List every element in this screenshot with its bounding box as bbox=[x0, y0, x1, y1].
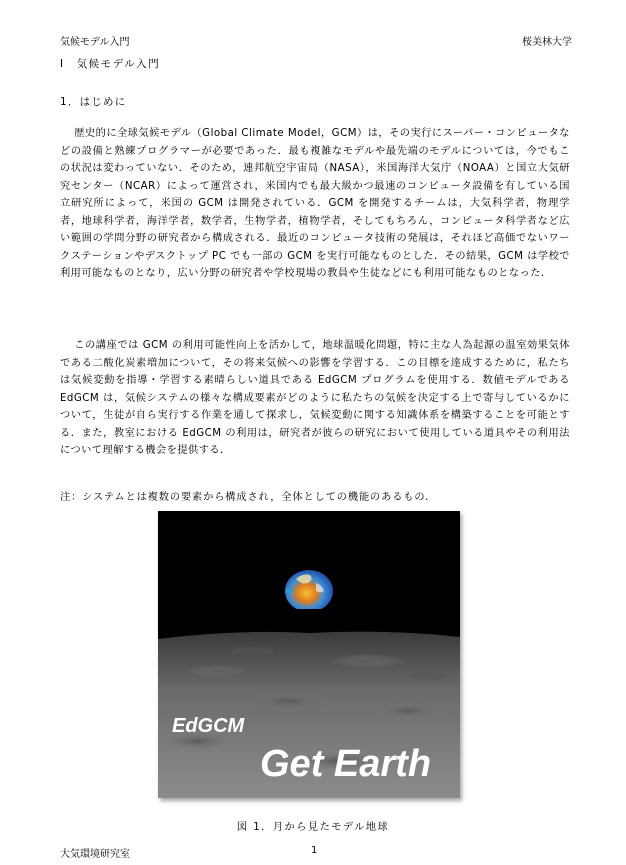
earthrise-image bbox=[158, 511, 460, 798]
paragraph-2: この講座では GCM の利用可能性向上を活かして，地球温暖化問題，特に主な人為起源の温室効果気体である二酸化炭素増加について，その将来気候への影響を学習する．この目標を達成するために，私たちは気候変動を指導・学習する素晴らしい道具である EdGCM プログラムを使用する．数値モデルである EdGCM は，気候システムの様々な構成要素がどのように私たちの気候を決定する上で寄与しているかについて，生徒が自ら実行する作業を通して探求し，気候変動に関する知識体系を構築することを可能とする．また，教室における EdGCM の利用は，研究者が彼らの研究において使用している道具やその利用法について理解する機会を提供する． bbox=[60, 340, 570, 456]
earth-icon bbox=[285, 570, 333, 612]
section-title: Ⅰ 気候モデル入門 bbox=[60, 58, 161, 70]
footer-left: 大気環境研究室 bbox=[60, 849, 130, 860]
header-right: 桜美林大学 bbox=[522, 37, 572, 48]
edgcm-logo-text: EdGCM bbox=[172, 715, 245, 737]
figure-caption: 図 1．月から見たモデル地球 bbox=[236, 822, 390, 833]
subsection-title: 1．はじめに bbox=[60, 96, 127, 108]
get-earth-logo-text: Get Earth bbox=[260, 743, 432, 785]
earthrise-figure bbox=[158, 511, 460, 798]
page-number: 1 bbox=[311, 845, 318, 856]
paragraph-1: 歴史的に全球気候モデル（Global Climate Model，GCM）は，その実行にスーパー・コンピュータなどの設備と熟練プログラマーが必要であった．最も複雑なモデルや最先端のモデルについては，今でもこの状況は変わっていない．そのため，連邦航空宇宙局（NASA），米国海洋大気庁（NOAA）と国立大気研究センター（NCAR）によって運営され，米国内でも最大級かつ最速のコンピュータ設備を有している国立研究所によって，米国の GCM は開発されている．GCM を開発するチームは，大気科学者，物理学者，地球科学者，海洋学者，数学者，生物学者，植物学者，そしてもちろん，コンピュータ科学者など広い範囲の学問分野の研究者から構成される．最近のコンピュータ技術の発展は，それほど高価でないワークステーションやデスクトップ PC でも一部の GCM を実行可能なものとした．その結果，GCM は学校で利用可能なものとなり，広い分野の研究者や学校現場の教員や生徒などにも利用可能なものとなった． bbox=[60, 128, 570, 279]
header-left: 気候モデル入門 bbox=[60, 37, 130, 48]
note-text: 注：システムとは複数の要素から構成され，全体としての機能のあるもの． bbox=[60, 492, 437, 503]
